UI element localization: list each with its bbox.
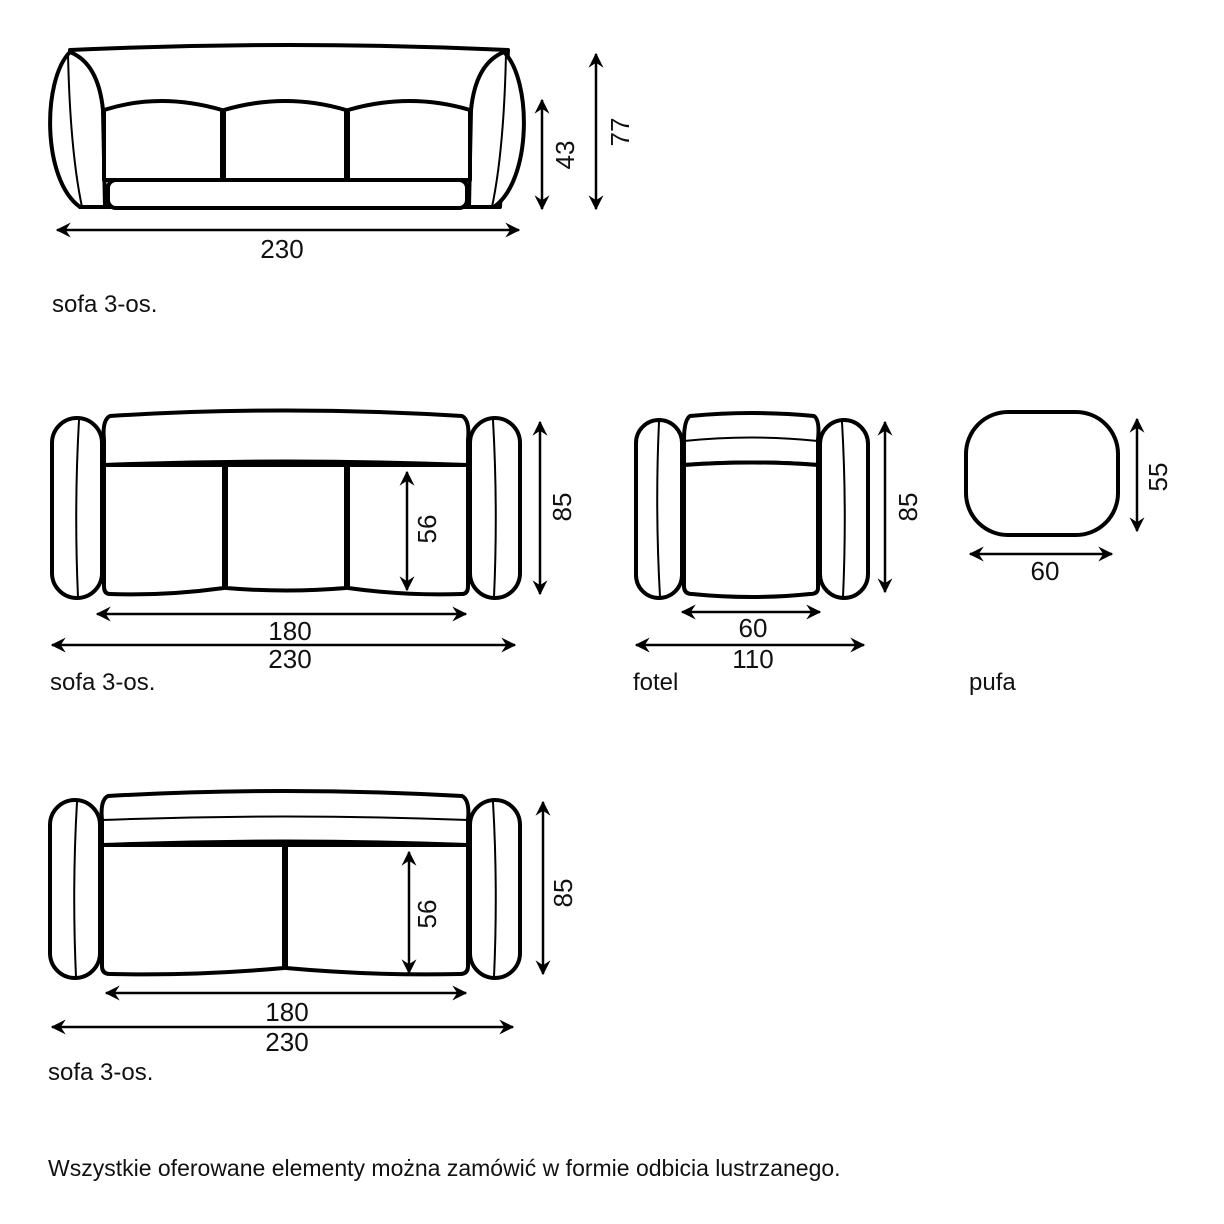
seat-depth-label: 56 [412, 514, 442, 544]
width-label: 60 [1030, 556, 1060, 586]
depth-label: 85 [548, 878, 578, 908]
pouf-top-view [966, 412, 1173, 696]
seat-width-label: 180 [265, 997, 309, 1027]
seat-depth-label: 56 [412, 899, 442, 929]
seat-width-label: 60 [738, 613, 768, 643]
caption: sofa 3-os. [48, 1059, 154, 1086]
depth-label: 55 [1143, 462, 1173, 492]
sofa-3-top-view [50, 411, 577, 697]
seat-width-label: 180 [268, 616, 312, 646]
depth-label: 85 [893, 492, 923, 522]
width-label: 230 [260, 234, 304, 264]
width-label: 110 [732, 644, 774, 674]
caption: sofa 3-os. [50, 669, 156, 696]
sofa-front-view [50, 45, 635, 318]
caption: sofa 3-os. [52, 291, 158, 318]
sofa-2-seat-top-view [48, 791, 578, 1086]
depth-label: 85 [547, 492, 577, 522]
seat-height-label: 43 [550, 140, 580, 170]
height-label: 77 [605, 117, 635, 147]
caption: pufa [969, 669, 1016, 696]
caption: fotel [633, 669, 679, 696]
width-label: 230 [268, 644, 312, 674]
footer-note: Wszystkie oferowane elementy można zamówić w formie odbicia lustrzanego. [48, 1155, 841, 1181]
armchair-top-view [633, 413, 923, 696]
width-label: 230 [265, 1027, 309, 1057]
